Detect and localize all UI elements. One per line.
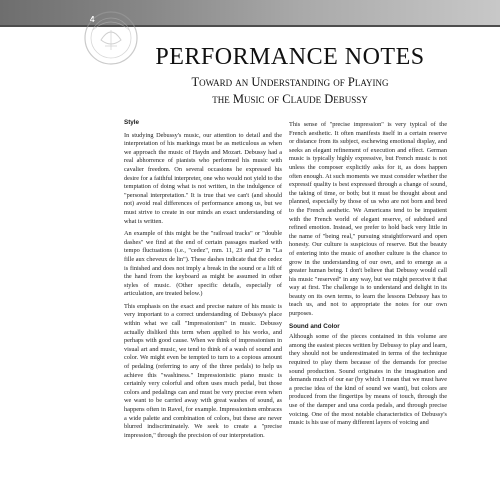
paragraph: In studying Debussy's music, our attention to detail and the interpretation of his markings must be as meticulous as when we approach the music of Haydn and Mozart. Debussy had a real abhorrence of pianists who performed his music with cavalier freedom. On several occasions he expressed his desire for a faithful interpreter, one who would not yield to the temptation of doing what is not written, in the indulgence of "personal interpretation." It is true that we can't (and should not) avoid real differences of performance among us, but we must strive to create in our minds an exact understanding of what is written. bbox=[124, 131, 282, 225]
paragraph: Although some of the pieces contained in this volume are among the easiest pieces written by Debussy to play and learn, they should not be underestimated in terms of the technique required to play them because of the demands for precise sound production. Sound originates in the imagination and demands much of our ear (by which I mean that we must have a precise idea of the kind of sound we want), but colors are produced from the fingertips by means of touch, through the use of the damper and una corda pedals, and through precise voicing. One of the most notable characteristics of Debussy's music is his use of many different layers of voicing and bbox=[289, 333, 447, 427]
section-heading-style: Style bbox=[124, 119, 140, 126]
page-subtitle bbox=[120, 74, 460, 108]
paragraph: An example of this might be the "railroad tracks" or "double dashes" we find at the end of certain passages marked with tempo fluctuations (i.e., "cedez", mm. 11, 23 and 27 in "La fille aux cheveux de lin"). These dashes indicate that the cedez is finished and does not imply a break in the sound or a lift of the hand from the keyboard as might be assumed in other styles of music. (Other specific details, especially of articulation, are treated below.) bbox=[124, 230, 282, 298]
paragraph: This sense of "precise impression" is very typical of the French aesthetic. It often manifests itself in a certain reserve or distance from its subject, eschewing emotional display, and seeks an elegant refinement of execution and effect. German music is typically highly expressive, but French music is not unless the composer explicitly asks for it, as does happen often enough. At such moments we must consider whether the expressif quality is best expressed through a change of sound, the taking of time, or both; but it must be thought about and planned, especially by those of us who are not born and bred to the French aesthetic. We Americans tend to be impatient with the French world of elegant reserve, of subdued and refined emotion. Instead, we prefer to hold back very little in the name of "being real," pursuing straightforward and open honesty. Our culture is suspicious of reserve. But the beauty of entering into the music of another culture is the chance to grow in the understanding of our own, and to emerge as a greater human being. I don't believe that Debussy would call his music "reserved" in any way, but we might perceive it that way at first. The challenge is to understand and delight in its beauty on its own terms, to learn the lessons Debussy has to teach us, and not to appropriate the notes for our own purposes. bbox=[289, 121, 447, 318]
paragraph: This emphasis on the exact and precise nature of his music is very important to a correct understanding of Debussy's place within what we call "Impressionism" in music. Debussy actually disliked this term when applied to his works, and perhaps with good cause. When we think of impressionism in visual art and music, we tend to think of a wash of sound and color. We might even be tempted to turn to a copious amount of pedaling (referring to any of the three pedals) to help us achieve this "washiness." Impressionistic piano music is certainly very colorful and often uses much pedal, but those colors and pedalings can and must be very precise even when we want to be carried away with great washes of sound, as happens often in Ravel, for example. Impressionism embraces a wide palette and combination of colors, but these are never blurred indiscriminately. We seek to create a "precise impression," through the precision of our interpretation. bbox=[124, 302, 282, 439]
subtitle-line-1: Toward an Understanding of Playing bbox=[191, 75, 389, 89]
page-number: 4 bbox=[90, 15, 95, 24]
page-title: PERFORMANCE NOTES bbox=[155, 44, 425, 70]
left-column bbox=[124, 119, 282, 500]
subtitle-line-2: the Music of Claude Debussy bbox=[212, 92, 368, 106]
right-column bbox=[289, 121, 447, 502]
header-band bbox=[0, 0, 500, 27]
section-heading-sound-and-color: Sound and Color bbox=[289, 322, 340, 330]
